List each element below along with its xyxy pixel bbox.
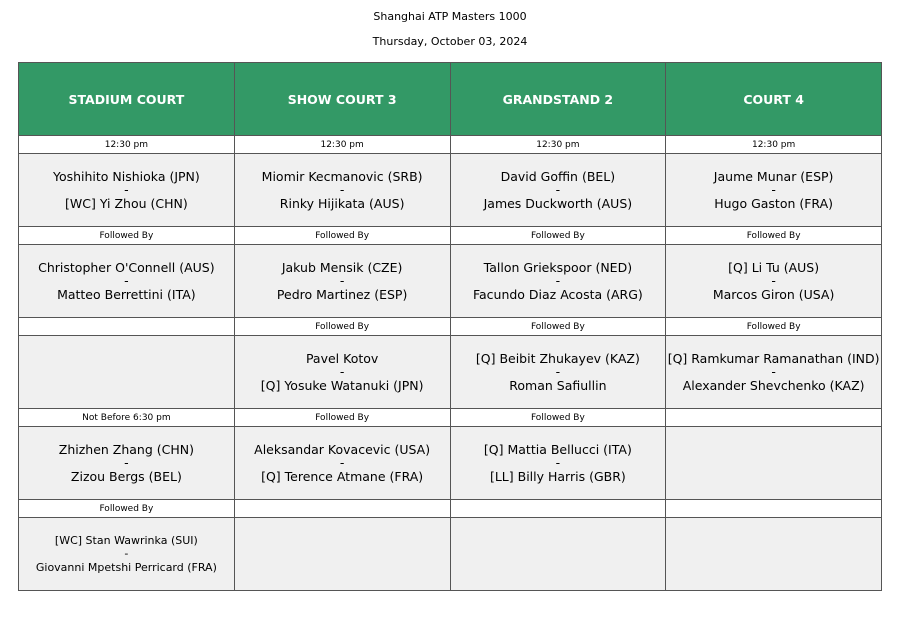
court-header-row (19, 63, 882, 136)
court-header: COURT 4 (666, 63, 882, 136)
match-row (19, 336, 882, 409)
player-two: Marcos Giron (USA) (712, 286, 835, 302)
match-cell (19, 245, 235, 318)
time-label: Followed By (19, 500, 235, 518)
player-one: Jaume Munar (ESP) (713, 168, 834, 184)
time-label (666, 409, 882, 427)
time-label: Followed By (19, 227, 235, 245)
vs-separator: - (555, 364, 561, 380)
match-row (19, 245, 882, 318)
time-label: Followed By (450, 409, 666, 427)
match-cell (450, 154, 666, 227)
match-cell (450, 336, 666, 409)
time-label-row (19, 318, 882, 336)
empty-match-cell (19, 336, 235, 409)
player-one: Miomir Kecmanovic (SRB) (261, 168, 423, 184)
vs-separator: - (771, 364, 776, 380)
time-label: Followed By (234, 409, 450, 427)
vs-separator: - (771, 182, 776, 198)
vs-separator: - (771, 273, 776, 289)
player-two: Rinky Hijikata (AUS) (279, 195, 405, 211)
match-cell (234, 245, 450, 318)
time-label-row (19, 136, 882, 154)
court-header: STADIUM COURT (19, 63, 235, 136)
time-label (450, 500, 666, 518)
time-label (666, 500, 882, 518)
schedule-table (18, 62, 882, 591)
player-two: Zizou Bergs (BEL) (70, 468, 182, 484)
match-cell (19, 154, 235, 227)
empty-match-cell (666, 427, 882, 500)
player-two: Roman Safiullin (509, 377, 607, 393)
player-one: Christopher O'Connell (AUS) (38, 259, 215, 275)
court-header: SHOW COURT 3 (234, 63, 450, 136)
match-cell (234, 427, 450, 500)
player-one: [Q] Mattia Bellucci (ITA) (483, 441, 632, 457)
player-one: [Q] Beibit Zhukayev (KAZ) (475, 350, 640, 366)
time-label (234, 500, 450, 518)
player-one: Zhizhen Zhang (CHN) (58, 441, 194, 457)
time-label: 12:30 pm (234, 136, 450, 154)
player-two: [LL] Billy Harris (GBR) (489, 468, 626, 484)
time-label: 12:30 pm (19, 136, 235, 154)
empty-match-cell (450, 518, 666, 591)
vs-separator: - (124, 273, 129, 289)
empty-match-cell (234, 518, 450, 591)
match-cell (234, 336, 450, 409)
vs-separator: - (124, 547, 129, 561)
empty-match-cell (666, 518, 882, 591)
schedule-date: Thursday, October 03, 2024 (372, 35, 528, 48)
player-two: [WC] Yi Zhou (CHN) (65, 195, 188, 211)
time-label: Followed By (666, 318, 882, 336)
player-two: Facundo Diaz Acosta (ARG) (472, 286, 643, 302)
player-two: Giovanni Mpetshi Perricard (FRA) (35, 560, 217, 574)
time-label-row (19, 227, 882, 245)
match-cell (19, 518, 235, 591)
vs-separator: - (555, 455, 561, 471)
vs-separator: - (339, 455, 345, 471)
time-label (19, 318, 235, 336)
match-cell (666, 245, 882, 318)
vs-separator: - (339, 273, 345, 289)
vs-separator: - (339, 364, 345, 380)
time-label: 12:30 pm (450, 136, 666, 154)
player-one: Tallon Griekspoor (NED) (483, 259, 633, 275)
match-row (19, 518, 882, 591)
player-two: [Q] Terence Atmane (FRA) (261, 468, 424, 484)
player-two: James Duckworth (AUS) (483, 195, 633, 211)
time-label: Followed By (666, 227, 882, 245)
time-label-row (19, 409, 882, 427)
time-label: 12:30 pm (666, 136, 882, 154)
match-cell (234, 154, 450, 227)
vs-separator: - (555, 273, 561, 289)
time-label: Followed By (450, 318, 666, 336)
match-cell (666, 336, 882, 409)
player-two: [Q] Yosuke Watanuki (JPN) (260, 377, 424, 393)
match-cell (450, 245, 666, 318)
vs-separator: - (124, 455, 129, 471)
player-two: Alexander Shevchenko (KAZ) (682, 377, 865, 393)
match-row (19, 154, 882, 227)
player-one: Aleksandar Kovacevic (USA) (254, 441, 431, 457)
player-one: Jakub Mensik (CZE) (281, 259, 403, 275)
court-header: GRANDSTAND 2 (450, 63, 666, 136)
vs-separator: - (339, 182, 345, 198)
time-label: Followed By (234, 318, 450, 336)
match-row (19, 427, 882, 500)
player-one: Yoshihito Nishioka (JPN) (52, 168, 200, 184)
player-one: Pavel Kotov (305, 350, 379, 366)
player-two: Pedro Martinez (ESP) (276, 286, 408, 302)
match-cell (666, 154, 882, 227)
time-label: Followed By (234, 227, 450, 245)
player-two: Hugo Gaston (FRA) (714, 195, 834, 211)
player-one: [WC] Stan Wawrinka (SUI) (54, 533, 198, 547)
player-one: David Goffin (BEL) (500, 168, 616, 184)
match-cell (450, 427, 666, 500)
player-two: Matteo Berrettini (ITA) (57, 286, 196, 302)
time-label: Followed By (450, 227, 666, 245)
time-label-row (19, 500, 882, 518)
time-label: Not Before 6:30 pm (19, 409, 235, 427)
match-cell (19, 427, 235, 500)
tournament-title: Shanghai ATP Masters 1000 (373, 10, 527, 23)
player-one: [Q] Li Tu (AUS) (728, 259, 820, 275)
vs-separator: - (124, 182, 129, 198)
vs-separator: - (555, 182, 561, 198)
player-one: [Q] Ramkumar Ramanathan (IND) (667, 350, 880, 366)
